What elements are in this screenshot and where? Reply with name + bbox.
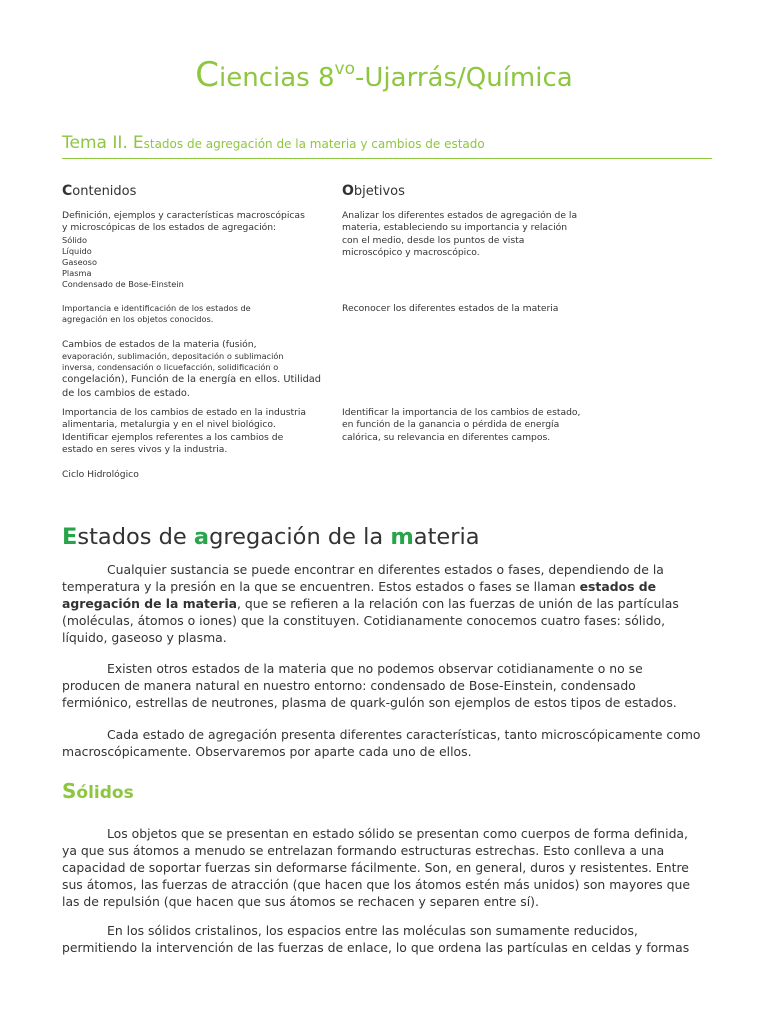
paragraph-line: permitiendo la intervención de las fuerzas de enlace, lo que ordena las partículas en celdas y formas — [62, 940, 690, 955]
section-title — [62, 522, 480, 552]
contents-header-text: ontenidos — [72, 184, 137, 199]
content-cell-4 — [62, 407, 306, 457]
objective-cell-1 — [342, 210, 577, 260]
page-title — [0, 55, 768, 95]
section-text: stados de — [77, 524, 194, 550]
objective-line: con el medio, desde los puntos de vista — [342, 234, 525, 246]
section-text: ateria — [413, 524, 480, 550]
objective-line: materia, estableciendo su importancia y relación — [342, 222, 568, 234]
bold-term: estados de — [579, 579, 657, 594]
paragraph-1 — [62, 561, 679, 646]
paragraph-2 — [62, 660, 677, 711]
objective-line: en función de la ganancia o pérdida de energía — [342, 419, 560, 431]
paragraph-line: Cada estado de agregación presenta diferentes características, tanto microscópicamente como — [107, 727, 701, 742]
paragraph-line: ya que sus átomos a menudo se entrelazan formando estructuras estrechas. Esto conlleva a una — [62, 843, 665, 858]
section-initial-a: a — [193, 524, 210, 550]
text-span: , que se refieren a la relación con las fuerzas de unión de las partículas — [237, 596, 679, 611]
paragraph-line: macroscópicamente. Observaremos por aparte cada uno de ellos. — [62, 744, 472, 759]
content-line: inversa, condensación o licuefacción, solidificación o — [62, 362, 279, 373]
title-superscript: vo — [334, 59, 356, 79]
paragraph-4 — [62, 825, 690, 910]
content-line: Importancia de los cambios de estado en la industria — [62, 407, 307, 418]
paragraph-line: capacidad de soportar fuerzas sin deformarse fácilmente. Son, en general, duros y resistentes. Entre — [62, 860, 689, 875]
topic-text: stados de agregación de la materia y cambios de estado — [143, 137, 485, 151]
content-cell-5 — [62, 469, 139, 481]
objective-line: microscópico y macroscópico. — [342, 247, 480, 259]
content-line: Definición, ejemplos y características macroscópicas — [62, 210, 305, 221]
topic-label: Tema II. — [62, 133, 128, 153]
objective-cell-3 — [342, 407, 580, 444]
state-item: Gaseoso — [62, 256, 97, 267]
subsection-title-solidos — [62, 778, 134, 806]
state-item: Líquido — [62, 245, 92, 256]
topic-initial: E — [132, 133, 144, 153]
objectives-header — [342, 183, 405, 199]
content-line: Identificar ejemplos referentes a los cambios de — [62, 431, 284, 443]
bold-term: agregación de la materia — [62, 596, 238, 611]
objective-cell-2 — [342, 303, 558, 315]
objective-line: calórica, su relevancia en diferentes campos. — [342, 431, 551, 443]
paragraph-line: (moléculas, átomos o iones) que la constituyen. Cotidianamente conocemos cuatro fases: sólido, — [62, 613, 666, 628]
content-line: de los cambios de estado. — [62, 387, 190, 399]
section-initial-m: m — [390, 524, 414, 550]
content-cell-3 — [62, 339, 321, 400]
section-initial-e: E — [62, 524, 78, 550]
topic-heading — [62, 133, 712, 159]
content-line: agregación en los objetos conocidos. — [62, 314, 214, 324]
paragraph-line: las de repulsión (que hacen que sus átomos se rechacen y separen entre sí). — [62, 894, 539, 909]
objectives-header-initial: O — [342, 183, 354, 199]
state-item: Condensado de Bose-Einstein — [62, 278, 184, 289]
title-main: iencias 8 — [219, 63, 335, 93]
subsection-text: ólidos — [76, 783, 134, 803]
content-line: evaporación, sublimación, depositación o sublimación — [62, 351, 284, 362]
content-line: Cambios de estados de la materia (fusión, — [62, 339, 257, 350]
state-item: Plasma — [62, 267, 92, 278]
state-item: Sólido — [62, 234, 87, 245]
title-initial: C — [195, 55, 220, 95]
content-cell-1 — [62, 210, 305, 290]
objectives-header-text: bjetivos — [353, 184, 405, 199]
paragraph-line: Cualquier sustancia se puede encontrar en diferentes estados o fases, dependiendo de la — [107, 562, 664, 577]
content-line: y microscópicas de los estados de agregación: — [62, 222, 277, 234]
section-text: gregación de la — [209, 524, 391, 550]
content-line: Ciclo Hidrológico — [62, 469, 139, 480]
title-rest: -Ujarrás/Química — [355, 63, 573, 93]
paragraph-line — [62, 578, 679, 595]
objective-line: Reconocer los diferentes estados de la materia — [342, 303, 559, 314]
paragraph-line: Los objetos que se presentan en estado sólido se presentan como cuerpos de forma definida, — [107, 826, 688, 841]
paragraph-5 — [62, 922, 689, 956]
content-line: congelación), Función de la energía en ellos. Utilidad — [62, 374, 322, 386]
objective-line: Identificar la importancia de los cambios de estado, — [342, 407, 581, 418]
paragraph-line — [62, 595, 679, 612]
content-cell-2 — [62, 303, 251, 325]
content-line: alimentaria, metalurgia y en el nivel biológico. — [62, 419, 276, 431]
contents-header-initial: C — [62, 183, 73, 199]
paragraph-line: líquido, gaseoso y plasma. — [62, 630, 227, 645]
subsection-initial: S — [62, 779, 77, 803]
paragraph-line: Existen otros estados de la materia que no podemos observar cotidianamente o no se — [107, 661, 643, 676]
paragraph-line: fermiónico, estrellas de neutrones, plasma de quark-gulón son ejemplos de estos tipos de estados. — [62, 695, 677, 710]
content-line: estado en seres vivos y la industria. — [62, 444, 228, 456]
paragraph-3 — [62, 726, 700, 760]
contents-header — [62, 183, 136, 199]
content-line: Importancia e identificación de los estados de — [62, 303, 251, 313]
text-span: temperatura y la presión en la que se encuentren. Estos estados o fases se llaman — [62, 579, 576, 594]
paragraph-line: producen de manera natural en nuestro entorno: condensado de Bose-Einstein, condensado — [62, 678, 636, 693]
objective-line: Analizar los diferentes estados de agregación de la — [342, 210, 578, 221]
paragraph-line: sus átomos, las fuerzas de atracción (que hacen que los átomos estén más unidos) son mayores que — [62, 877, 690, 892]
paragraph-line: En los sólidos cristalinos, los espacios entre las moléculas son sumamente reducidos, — [107, 923, 638, 938]
